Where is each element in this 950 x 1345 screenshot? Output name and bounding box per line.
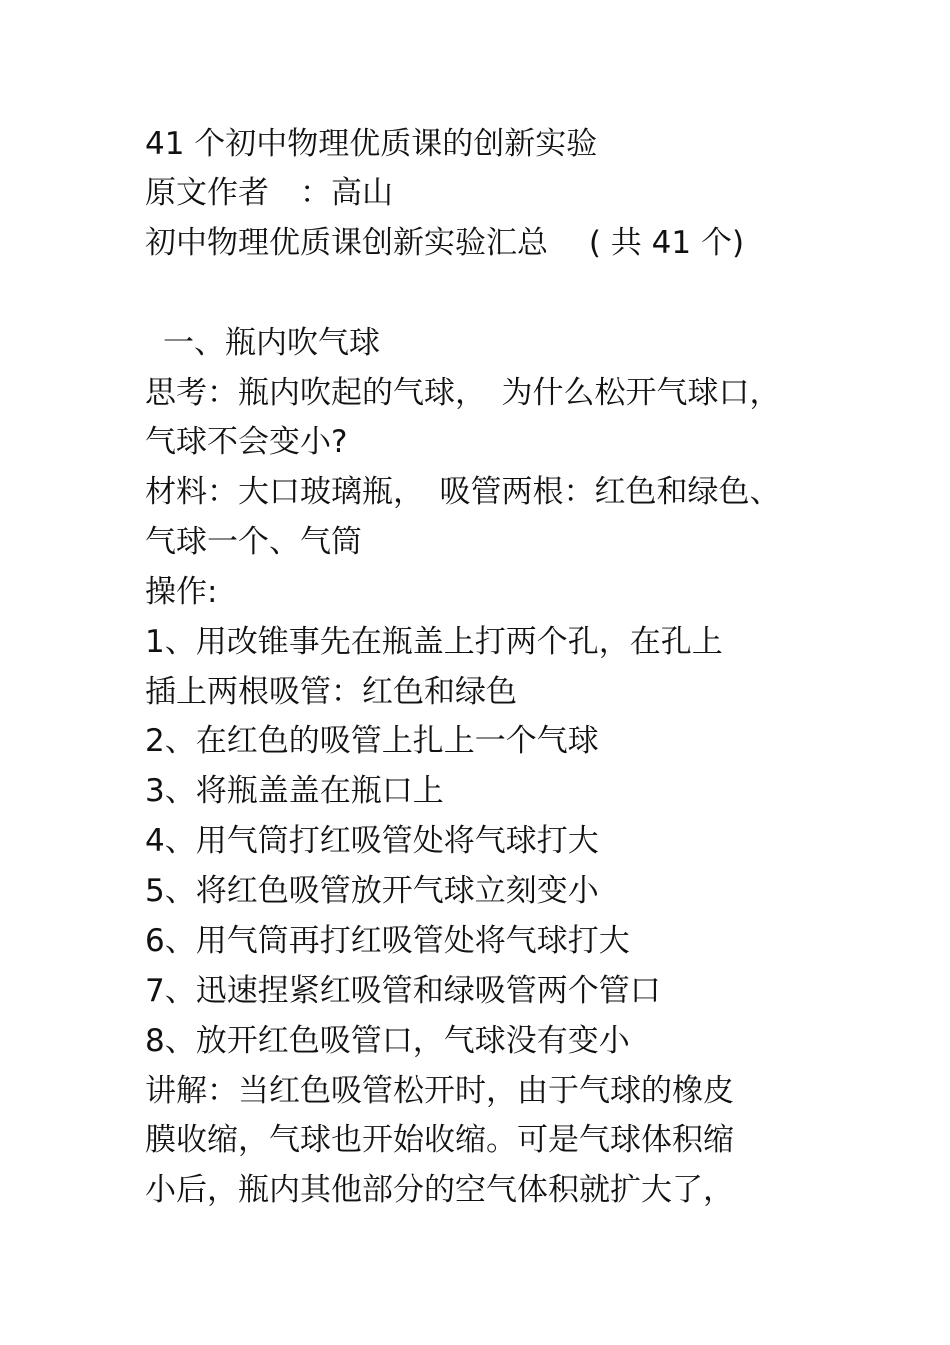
step-5: 5、将红色吸管放开气球立刻变小	[145, 873, 599, 909]
explain-line-1: 讲解：当红色吸管松开时，由于气球的橡皮	[145, 1073, 734, 1109]
operation-label: 操作:	[145, 574, 218, 610]
explain-line-3: 小后，瓶内其他部分的空气体积就扩大了，	[145, 1172, 734, 1208]
step-2: 2、在红色的吸管上扎上一个气球	[145, 723, 599, 759]
step-1-line-1: 1、用改锥事先在瓶盖上打两个孔，在孔上	[145, 624, 723, 660]
step-6: 6、用气筒再打红吸管处将气球打大	[145, 923, 630, 959]
section-heading: 一、瓶内吹气球	[163, 325, 380, 361]
think-line-1: 思考：瓶内吹起的气球， 为什么松开气球口，	[145, 375, 781, 411]
summary-line: 初中物理优质课创新实验汇总 ( 共 41 个)	[145, 225, 745, 261]
step-7: 7、迅速捏紧红吸管和绿吸管两个管口	[145, 973, 661, 1009]
step-4: 4、用气筒打红吸管处将气球打大	[145, 823, 599, 859]
step-1-line-2: 插上两根吸管：红色和绿色	[145, 674, 517, 710]
materials-line-2: 气球一个、气筒	[145, 524, 362, 560]
materials-line-1: 材料：大口玻璃瓶， 吸管两根：红色和绿色、	[145, 474, 781, 510]
author-line: 原文作者 ：高山	[145, 175, 393, 211]
think-line-2: 气球不会变小?	[145, 424, 348, 460]
step-3: 3、将瓶盖盖在瓶口上	[145, 773, 444, 809]
document-title: 41 个初中物理优质课的创新实验	[145, 126, 598, 162]
explain-line-2: 膜收缩，气球也开始收缩。可是气球体积缩	[145, 1122, 734, 1158]
step-8: 8、放开红色吸管口，气球没有变小	[145, 1023, 630, 1059]
